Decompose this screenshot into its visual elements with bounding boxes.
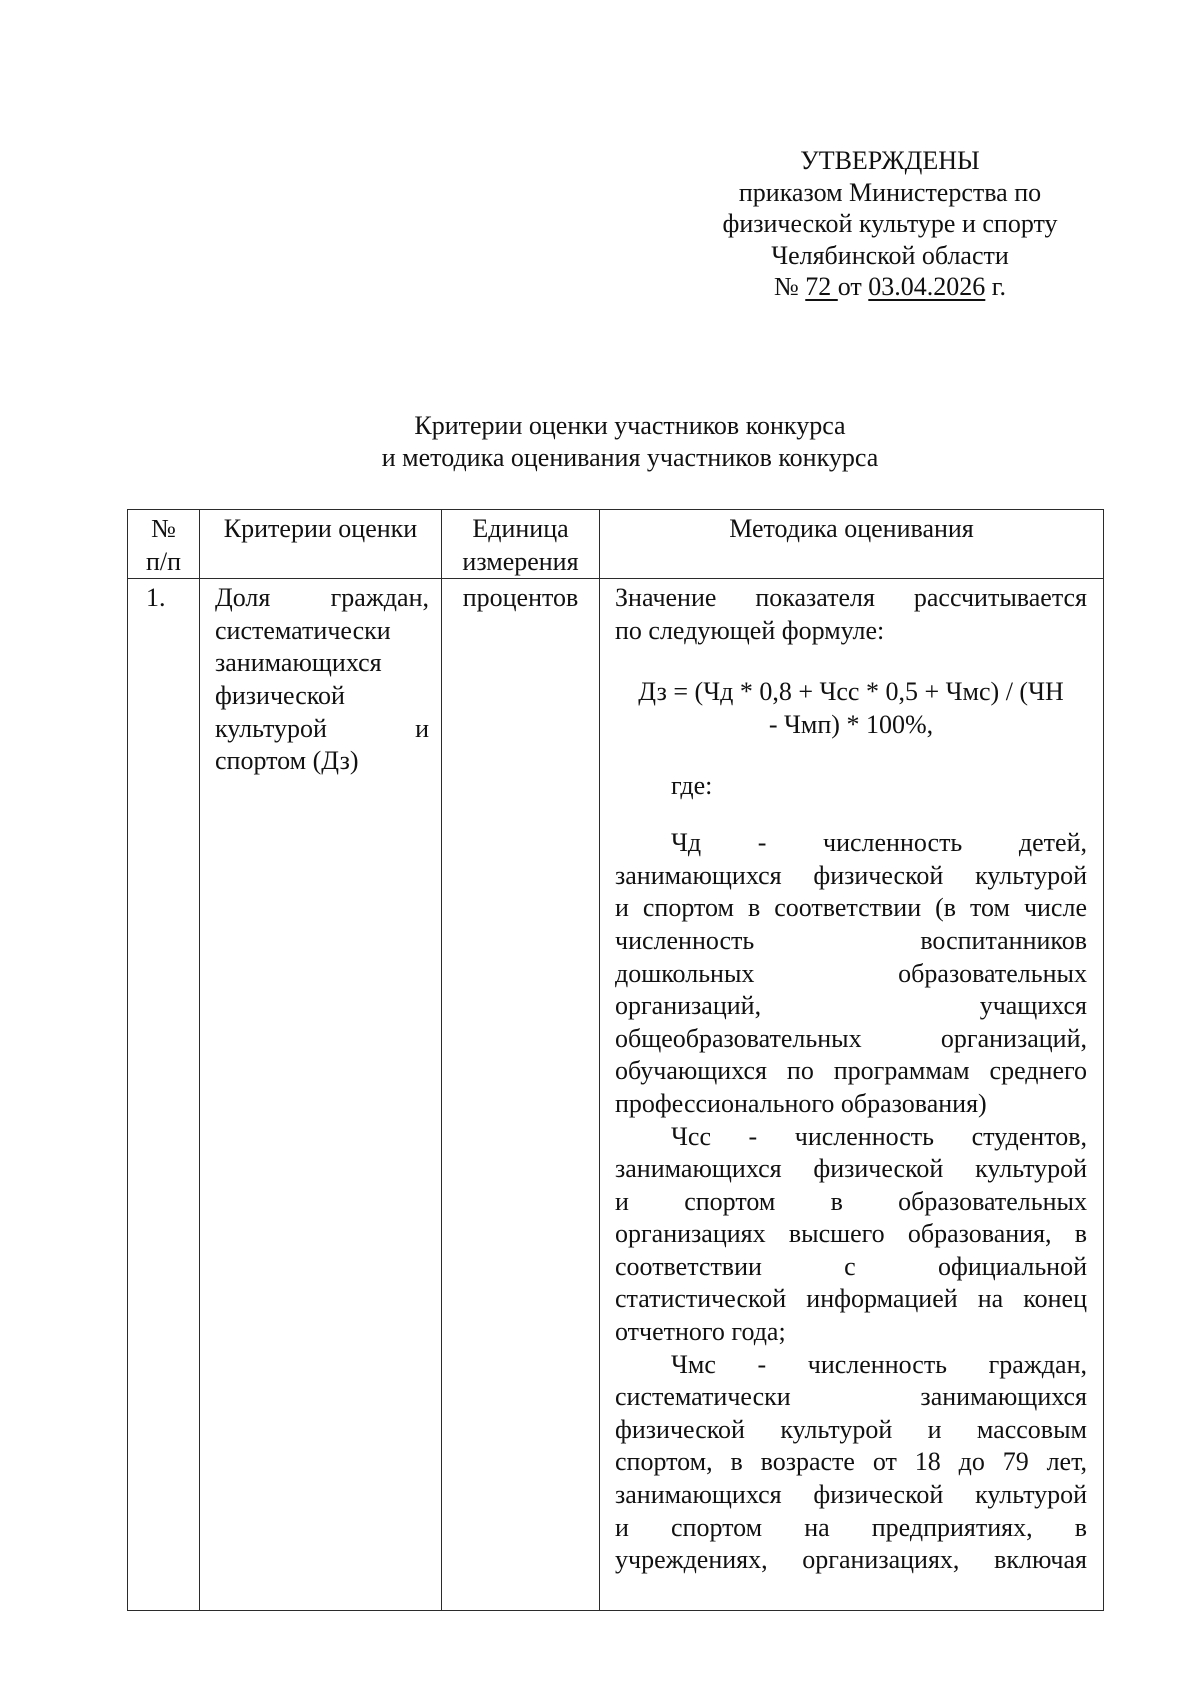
definition-chd <box>615 827 1087 1120</box>
formula <box>615 676 1087 741</box>
method-line: дошкольных образовательных <box>615 958 1087 988</box>
criteria-line: спортом (Дз) <box>215 746 359 776</box>
method-line: организаций, учащихся <box>615 991 1087 1021</box>
criteria-cell <box>200 579 442 1611</box>
approval-heading: УТВЕРЖДЕНЫ <box>800 146 980 175</box>
order-from: от <box>837 272 862 301</box>
criteria-line: физической <box>215 680 345 710</box>
method-line: Чсс - численность студентов, <box>671 1121 1087 1151</box>
criteria-line: Доля граждан, <box>215 583 429 613</box>
where-label: где: <box>671 770 713 800</box>
order-prefix: № <box>773 272 799 301</box>
header-unit-line-1: Единица <box>472 514 569 543</box>
method-line: систематически занимающихся <box>615 1382 1087 1412</box>
approval-block <box>690 145 1090 303</box>
method-line: и спортом в образовательных <box>615 1186 1087 1216</box>
approval-line-2: физической культуре и спорту <box>722 209 1058 238</box>
method-line: отчетного года; <box>615 1317 786 1347</box>
criteria-line: систематически <box>215 615 391 645</box>
table-row <box>128 579 1104 1611</box>
order-suffix: г. <box>991 272 1007 301</box>
method-line: Чмс - численность граждан, <box>671 1349 1087 1379</box>
method-line: физической культурой и массовым <box>615 1414 1087 1444</box>
formula-line-2: - Чмп) * 100%, <box>768 709 934 739</box>
method-line: и спортом в соответствии (в том числе <box>615 893 1087 923</box>
criteria-table <box>127 509 1104 1611</box>
criteria-line: занимающихся <box>215 648 382 678</box>
method-line: занимающихся физической культурой <box>615 1154 1087 1184</box>
method-line: занимающихся физической культурой <box>615 1480 1087 1510</box>
method-line: обучающихся по программам среднего <box>615 1056 1087 1086</box>
header-num-line-2: п/п <box>145 546 182 576</box>
order-number: 72 <box>805 272 838 301</box>
method-line: Значение показателя рассчитывается <box>615 583 1087 613</box>
method-line: Чд - численность детей, <box>671 828 1087 858</box>
order-line <box>690 271 1090 303</box>
formula-line-1: Дз = (Чд * 0,8 + Чсс * 0,5 + Чмс) / (ЧН <box>638 677 1064 707</box>
header-criteria: Критерии оценки <box>200 510 442 579</box>
criteria-line: культурой и <box>215 713 429 743</box>
method-line: соответствии с официальной <box>615 1251 1087 1281</box>
header-unit <box>442 510 600 579</box>
header-method: Методика оценивания <box>600 510 1104 579</box>
title-line-2: и методика оценивания участников конкурса <box>381 443 879 472</box>
method-line: общеобразовательных организаций, <box>615 1023 1087 1053</box>
approval-line-3: Челябинской области <box>771 240 1009 270</box>
row-number: 1. <box>128 579 200 1611</box>
method-line: и спортом на предприятиях, в <box>615 1512 1087 1542</box>
header-num <box>128 510 200 579</box>
method-line: статистической информацией на конец <box>615 1284 1087 1314</box>
method-line: учреждениях, организациях, включая <box>615 1545 1087 1575</box>
method-line: организациях высшего образования, в <box>615 1219 1087 1249</box>
title-line-1: Критерии оценки участников конкурса <box>414 411 846 440</box>
method-line: численность воспитанников <box>615 925 1087 955</box>
method-line: по следующей формуле: <box>615 615 885 645</box>
header-num-line-1: № <box>151 514 176 543</box>
unit-cell: процентов <box>442 579 600 1611</box>
method-intro <box>615 582 1087 647</box>
order-date: 03.04.2026 <box>868 272 986 301</box>
method-cell <box>600 579 1104 1611</box>
method-line: занимающихся физической культурой <box>615 860 1087 890</box>
document-title <box>180 410 1080 474</box>
method-line: профессионального образования) <box>615 1088 987 1118</box>
table-header-row <box>128 510 1104 579</box>
header-unit-line-2: измерения <box>462 546 579 576</box>
method-line: спортом, в возрасте от 18 до 79 лет, <box>615 1447 1087 1477</box>
approval-line-1: приказом Министерства по <box>738 177 1042 207</box>
definition-chms <box>615 1349 1087 1577</box>
definition-chss <box>615 1121 1087 1349</box>
